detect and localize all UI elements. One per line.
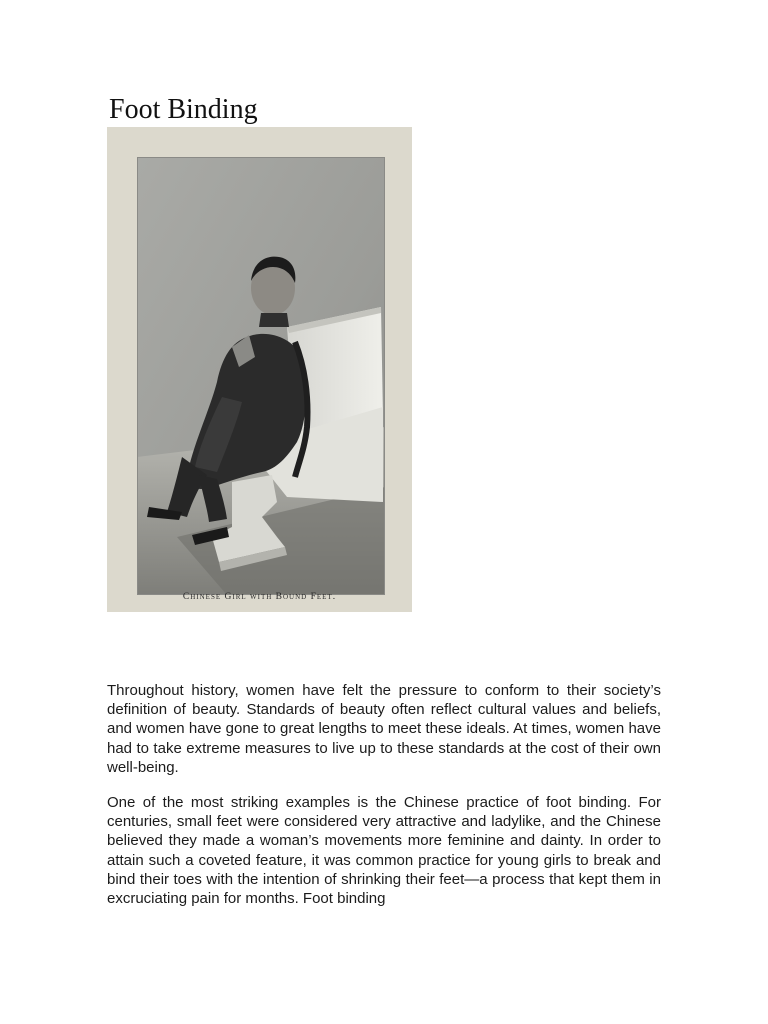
- page-title: Foot Binding: [109, 94, 258, 125]
- body-paragraph: Throughout history, women have felt the pressure to conform to their society’s definition of beauty. Standards of beauty often reflect cultural values and beliefs, and women have gone to great lengths to meet these ideals. At times, women have had to take extreme measures to live up to these standards at the cost of their own well-being.: [107, 682, 661, 776]
- photo-figure: [107, 127, 412, 612]
- body-paragraph: One of the most striking examples is the Chinese practice of foot binding. For centuries, small feet were considered very attractive and ladylike, and the Chinese believed they made a woman’s movements more feminine and dainty. In order to attain such a coveted feature, it was common practice for young girls to break and bind their toes with the intention of shrinking their feet—a process that kept them in excruciating pain for months. Foot binding: [107, 794, 661, 908]
- photo-caption: Chinese Girl with Bound Feet.: [182, 592, 337, 602]
- photograph: [137, 157, 385, 595]
